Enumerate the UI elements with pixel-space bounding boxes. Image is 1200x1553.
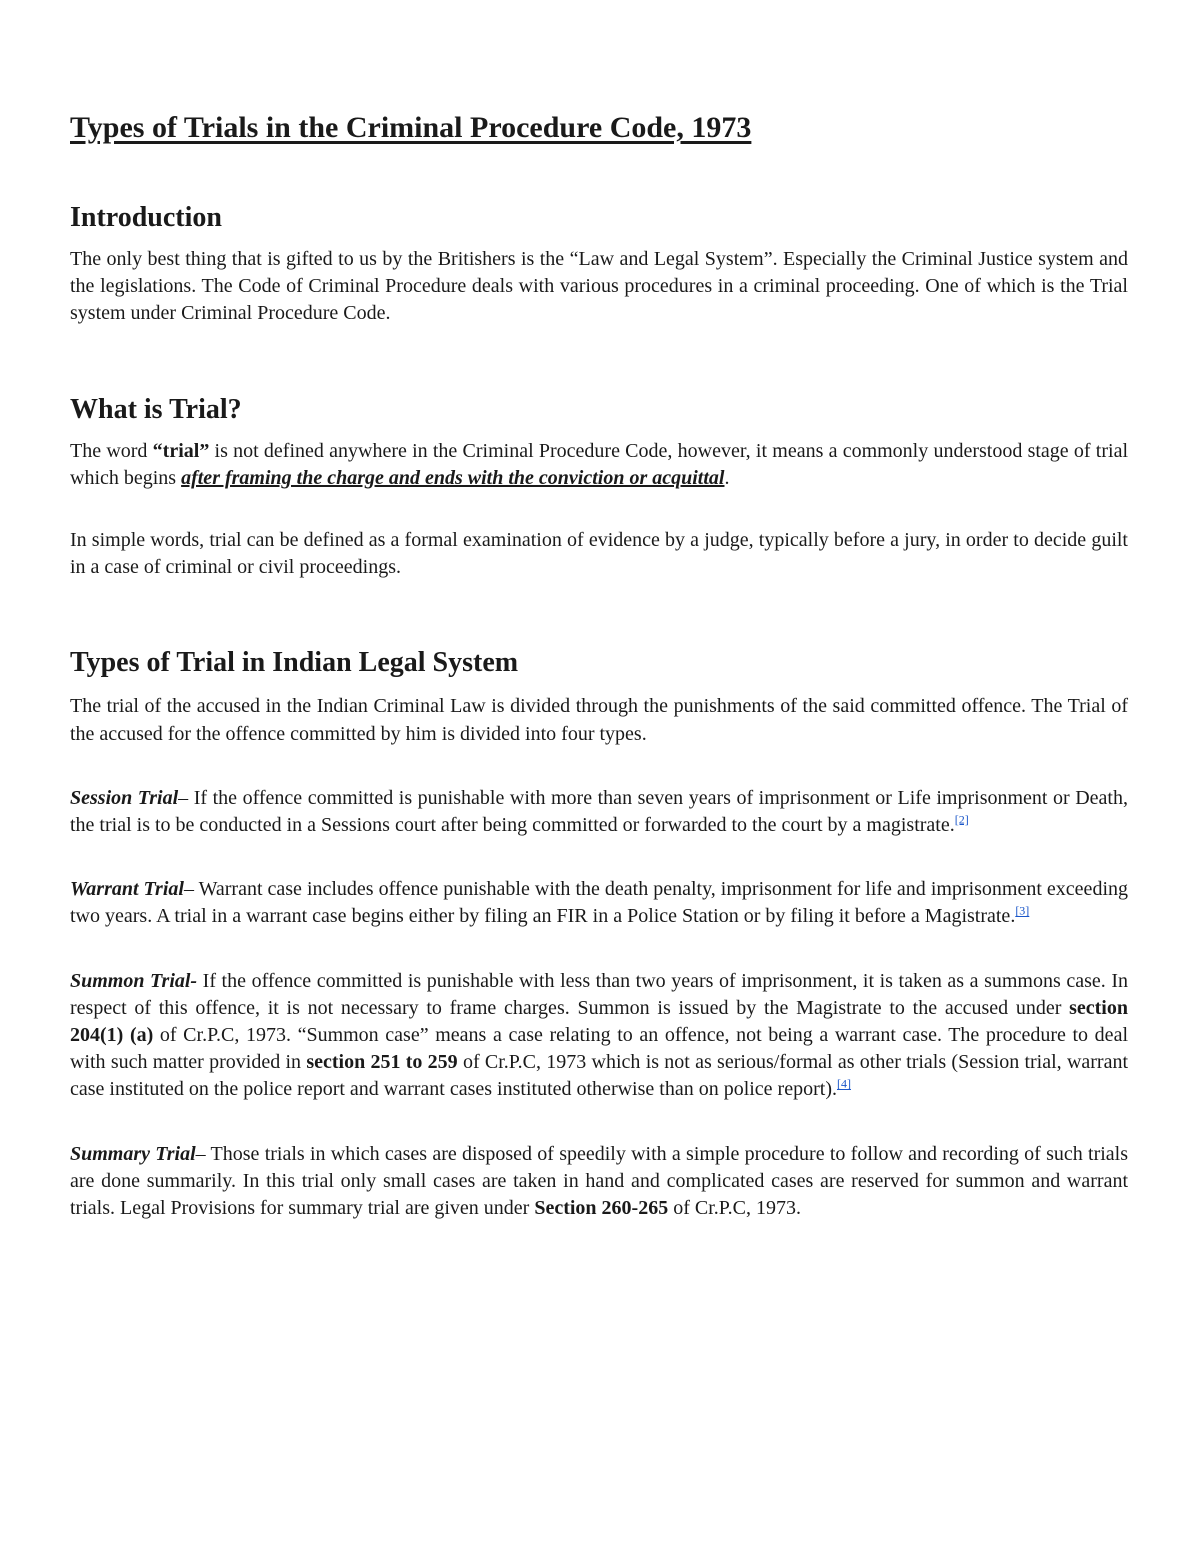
summary-trial-paragraph [70, 1141, 1128, 1223]
footnote-link-3[interactable]: [3] [1015, 903, 1030, 918]
trial-term: “trial” [152, 439, 210, 462]
what-is-trial-heading: What is Trial? [70, 393, 242, 425]
text-span: of Cr.P.C, 1973. [668, 1197, 802, 1220]
summon-trial-paragraph [70, 968, 1128, 1104]
text-span: If the offence committed is punishable with less than two years of imprisonment, it is taken as a summons case. In respect of this offence, it is not necessary to frame charges. Summon is issued by the Magistrate to the accused under [70, 969, 1128, 1019]
summon-trial-label: Summon Trial- [70, 969, 198, 992]
page-title: Types of Trials in the Criminal Procedure Code, 1973 [70, 111, 752, 144]
session-trial-paragraph [70, 785, 1128, 839]
simple-words-paragraph: In simple words, trial can be defined as a formal examination of evidence by a judge, typically before a jury, in order to decide guilt in a case of criminal or civil proceedings. [70, 529, 1128, 579]
text-span: – Those trials in which cases are disposed of speedily with a simple procedure to follow and recording of such trials are done summarily. In this trial only small cases are taken in hand and complicated cases are reserved for summon and warrant trials. Legal Provisions for summary trial are given under [70, 1142, 1129, 1220]
session-trial-label: Session Trial [70, 786, 179, 809]
introduction-paragraph: The only best thing that is gifted to us by the Britishers is the “Law and Legal System”. Especially the Criminal Justice system and the legislations. The Code of Criminal Procedure deals with various procedures in a criminal proceeding. One of which is the Trial system under Criminal Procedure Code. [70, 248, 1128, 325]
section-reference: section 204(1) (a) [70, 996, 1128, 1047]
text-span: is not defined anywhere in the Criminal Procedure Code, however, it means a commonly understood stage of trial which begins [70, 439, 1129, 489]
summary-trial-label: Summary Trial [70, 1142, 196, 1165]
footnote-link-4[interactable]: [4] [836, 1076, 851, 1091]
types-intro-paragraph: The trial of the accused in the Indian Criminal Law is divided through the punishments of the said committed offence. The Trial of the accused for the offence committed by him is divided into four types. [70, 695, 1128, 745]
document-body [70, 108, 1128, 1259]
text-span: – Warrant case includes offence punishable with the death penalty, imprisonment for life and imprisonment exceeding two years. A trial in a warrant case begins either by filing an FIR in a Police Station or by filing it before a Magistrate. [70, 878, 1128, 928]
types-of-trial-heading: Types of Trial in Indian Legal System [70, 647, 519, 679]
introduction-heading: Introduction [70, 202, 222, 233]
warrant-trial-paragraph [70, 876, 1128, 930]
footnote-link-2[interactable]: [2] [954, 812, 969, 827]
section-reference: section 251 to 259 [306, 1051, 458, 1074]
trial-emphasis: after framing the charge and ends with the conviction or acquittal [181, 466, 725, 489]
text-span: of Cr.P.C, 1973. “Summon case” means a case relating to an offence, not being a warrant case. The procedure to deal with such matter provided in [70, 1024, 1128, 1074]
text-span: – If the offence committed is punishable with more than seven years of imprisonment or Life imprisonment or Death, the trial is to be conducted in a Sessions court after being committed or forwarded to the court by a magistrate. [70, 786, 1128, 837]
text-span: of Cr.P.C, 1973 which is not as serious/formal as other trials (Session trial, warrant case instituted on the police report and warrant cases instituted otherwise than on police report). [70, 1051, 1129, 1101]
section-reference: Section 260-265 [534, 1197, 669, 1220]
text-span: The word [70, 439, 153, 462]
warrant-trial-label: Warrant Trial [70, 878, 184, 901]
text-span: . [724, 466, 730, 489]
trial-definition-paragraph [70, 438, 1128, 492]
